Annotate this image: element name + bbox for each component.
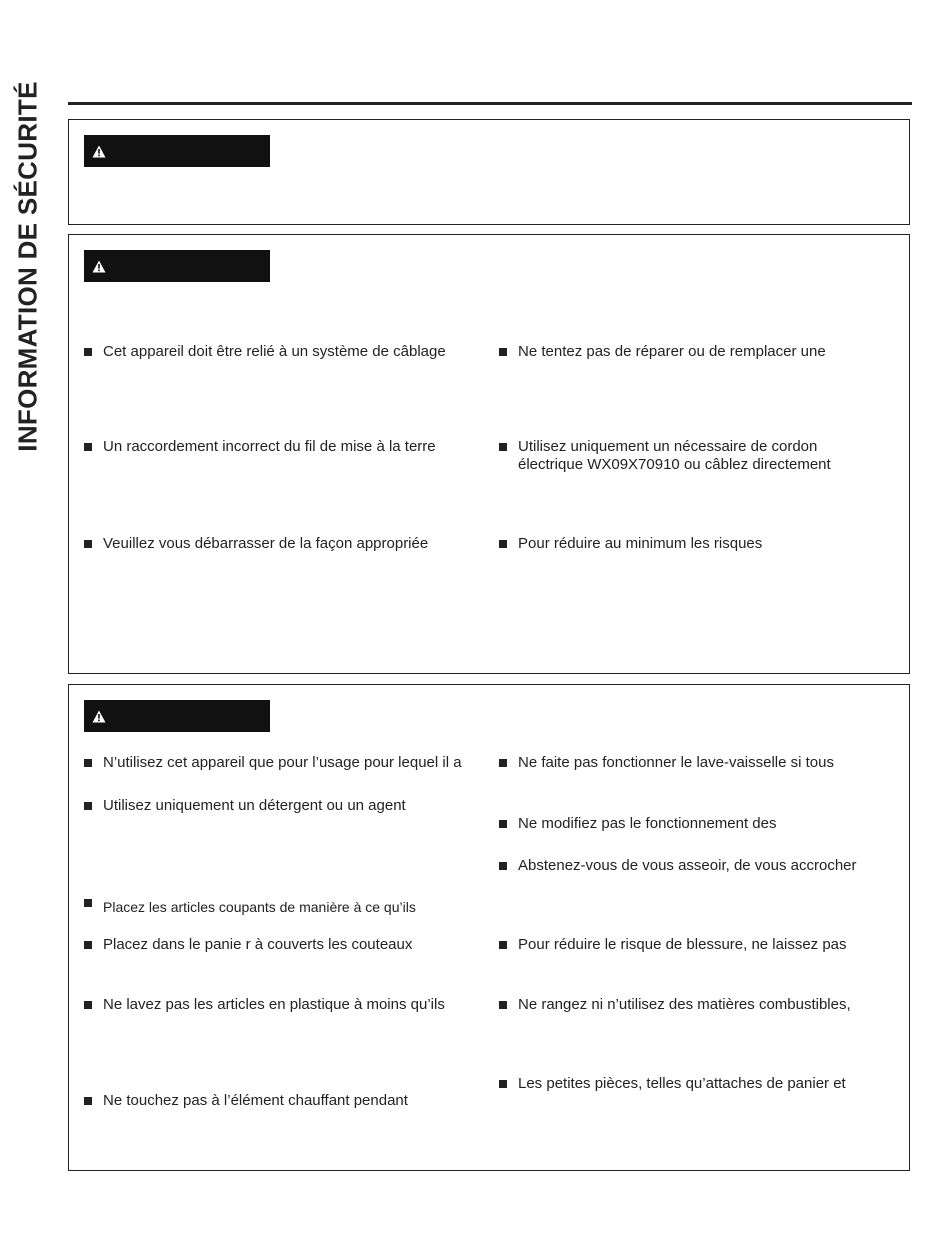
side-section-title [10, 40, 46, 492]
list-item: Cet appareil doit être relié à un système de câblage [84, 343, 446, 361]
bullet-icon [84, 443, 92, 451]
warning-triangle-icon [92, 260, 106, 273]
bullet-icon [84, 1001, 92, 1009]
warning-triangle-icon [92, 710, 106, 723]
bullet-icon [499, 1080, 507, 1088]
bullet-icon [499, 941, 507, 949]
list-item: Pour réduire au minimum les risques [499, 535, 762, 553]
header-rule [68, 102, 912, 105]
warning-banner [84, 250, 270, 282]
list-item: Ne rangez ni n’utilisez des matières combustibles, [499, 996, 851, 1014]
bullet-icon [84, 941, 92, 949]
list-item: Un raccordement incorrect du fil de mise à la terre [84, 438, 436, 456]
bullet-icon [499, 540, 507, 548]
warning-banner [84, 700, 270, 732]
list-item: N’utilisez cet appareil que pour l’usage pour lequel il a [84, 754, 462, 772]
warning-box-1 [68, 119, 910, 225]
list-item: Ne tentez pas de réparer ou de remplacer une [499, 343, 826, 361]
list-item: Ne faite pas fonctionner le lave-vaisselle si tous [499, 754, 834, 772]
bullet-icon [84, 348, 92, 356]
bullet-icon [499, 443, 507, 451]
side-section-title-text: INFORMATION DE SÉCURITÉ [12, 80, 43, 452]
bullet-icon [84, 1097, 92, 1105]
bullet-icon [84, 540, 92, 548]
warning-box-3 [68, 684, 910, 1171]
list-item: Ne touchez pas à l’élément chauffant pendant [84, 1092, 408, 1110]
bullet-icon [499, 862, 507, 870]
list-item: Placez dans le panie r à couverts les couteaux [84, 936, 412, 954]
warning-box-2 [68, 234, 910, 674]
list-item: Pour réduire le risque de blessure, ne laissez pas [499, 936, 847, 954]
list-item: Veuillez vous débarrasser de la façon appropriée [84, 535, 428, 553]
list-item: Ne modifiez pas le fonctionnement des [499, 815, 776, 833]
warning-triangle-icon [92, 145, 106, 158]
list-item: Les petites pièces, telles qu’attaches de panier et [499, 1075, 846, 1093]
bullet-icon [84, 759, 92, 767]
list-item: Ne lavez pas les articles en plastique à moins qu’ils [84, 996, 445, 1014]
list-item: Utilisez uniquement un détergent ou un agent [84, 797, 406, 815]
bullet-icon [499, 759, 507, 767]
list-item: Abstenez-vous de vous asseoir, de vous accrocher [499, 857, 857, 875]
bullet-icon [499, 820, 507, 828]
bullet-icon [84, 899, 92, 907]
bullet-icon [499, 348, 507, 356]
bullet-icon [499, 1001, 507, 1009]
bullet-icon [84, 802, 92, 810]
warning-banner [84, 135, 270, 167]
list-item: Utilisez uniquement un nécessaire de cordon électrique WX09X70910 ou câblez directement [499, 438, 831, 474]
list-item: Placez les articles coupants de manière à ce qu’ils [84, 898, 416, 916]
